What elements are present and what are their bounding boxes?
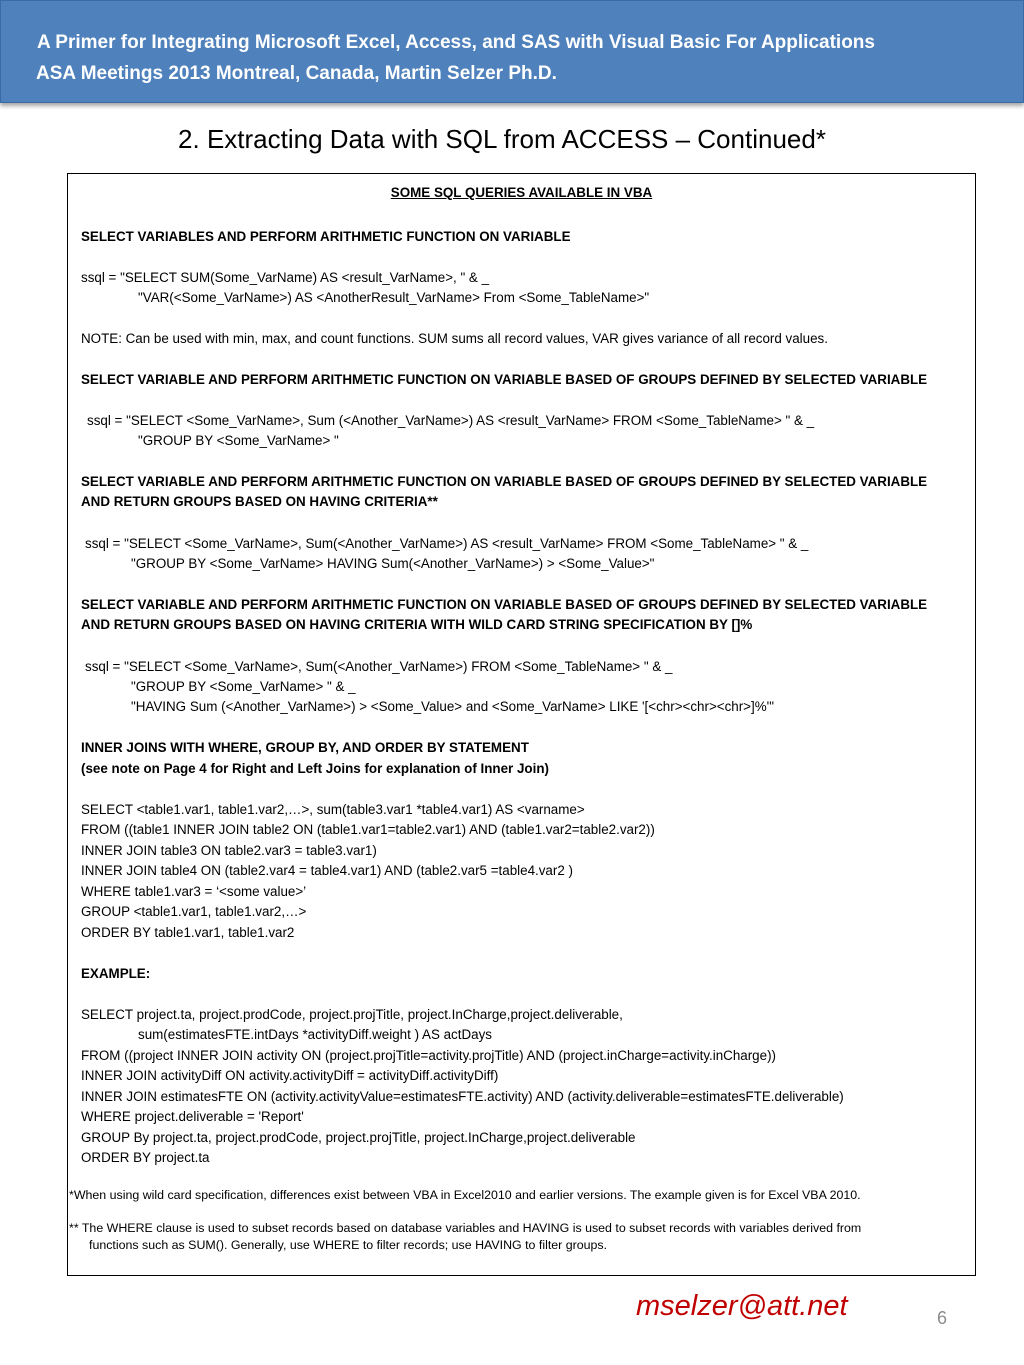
section-title: AND RETURN GROUPS BASED ON HAVING CRITERIA**	[81, 494, 438, 509]
code-line: WHERE project.deliverable = 'Report'	[81, 1109, 304, 1124]
code-line: "GROUP BY <Some_VarName> "	[138, 433, 339, 448]
section-title: AND RETURN GROUPS BASED ON HAVING CRITERIA WITH WILD CARD STRING SPECIFICATION BY []%	[81, 617, 753, 632]
code-line: SELECT project.ta, project.prodCode, project.projTitle, project.InCharge,project.deliverable,	[81, 1007, 623, 1022]
code-line: WHERE table1.var3 = ‘<some value>’	[81, 884, 307, 899]
code-line: INNER JOIN activityDiff ON activity.activityDiff = activityDiff.activityDiff)	[81, 1068, 499, 1083]
section-title: SELECT VARIABLE AND PERFORM ARITHMETIC FUNCTION ON VARIABLE BASED OF GROUPS DEFINED BY SELECTED VARIABLE	[81, 474, 928, 489]
code-line: INNER JOIN table3 ON table2.var3 = table3.var1)	[81, 843, 377, 858]
code-line: "GROUP BY <Some_VarName> HAVING Sum(<Another_VarName>) > <Some_Value>"	[131, 556, 655, 571]
code-line: SELECT <table1.var1, table1.var2,…>, sum(table3.var1 *table4.var1) AS <varname>	[81, 802, 585, 817]
box-heading: SOME SQL QUERIES AVAILABLE IN VBA	[390, 185, 653, 200]
code-line: GROUP <table1.var1, table1.var2,…>	[81, 904, 307, 919]
example-title: EXAMPLE:	[81, 966, 151, 981]
code-line: FROM ((project INNER JOIN activity ON (project.projTitle=activity.projTitle) AND (project.inCharge=activity.inCharge))	[81, 1048, 776, 1063]
code-line: FROM ((table1 INNER JOIN table2 ON (table1.var1=table2.var1) AND (table1.var2=table2.var2))	[81, 822, 655, 837]
code-line: INNER JOIN table4 ON (table2.var4 = table4.var1) AND (table2.var5 =table4.var2 )	[81, 863, 573, 878]
code-line: ssql = "SELECT <Some_VarName>, Sum(<Another_VarName>) AS <result_VarName> FROM <Some_TableName> " & _	[85, 536, 809, 551]
code-line: ORDER BY table1.var1, table1.var2	[81, 925, 295, 940]
presentation-subtitle: ASA Meetings 2013 Montreal, Canada, Martin Selzer Ph.D.	[36, 63, 557, 84]
code-line: "HAVING Sum (<Another_VarName>) > <Some_Value> and <Some_VarName> LIKE '[<chr><chr><chr>]%'"	[131, 699, 774, 714]
author-email: mselzer@att.net	[636, 1290, 848, 1322]
section-title: SELECT VARIABLE AND PERFORM ARITHMETIC FUNCTION ON VARIABLE BASED OF GROUPS DEFINED BY SELECTED VARIABLE	[81, 597, 928, 612]
code-line: ssql = "SELECT <Some_VarName>, Sum(<Another_VarName>) FROM <Some_TableName> " & _	[85, 659, 673, 674]
section-title: INNER JOINS WITH WHERE, GROUP BY, AND ORDER BY STATEMENT	[81, 740, 529, 755]
presentation-title: A Primer for Integrating Microsoft Excel, Access, and SAS with Visual Basic For Applications	[37, 32, 875, 53]
code-line: ssql = "SELECT <Some_VarName>, Sum (<Another_VarName>) AS <result_VarName> FROM <Some_TableName> " & _	[87, 413, 815, 428]
page-number: 6	[937, 1308, 948, 1328]
footnote-wildcard: *When using wild card specification, differences exist between VBA in Excel2010 and earlier versions. The example given is for Excel VBA 2010.	[69, 1188, 861, 1202]
code-line: INNER JOIN estimatesFTE ON (activity.activityValue=estimatesFTE.activity) AND (activity.deliverable=estimatesFTE.deliverable)	[81, 1089, 844, 1104]
code-line: GROUP By project.ta, project.prodCode, project.projTitle, project.InCharge,project.deliverable	[81, 1130, 636, 1145]
code-line: ssql = "SELECT SUM(Some_VarName) AS <result_VarName>, " & _	[81, 270, 490, 285]
footnote-where-having: ** The WHERE clause is used to subset records based on database variables and HAVING is used to subset records with variables derived from	[69, 1221, 862, 1235]
section-title: SELECT VARIABLE AND PERFORM ARITHMETIC FUNCTION ON VARIABLE BASED OF GROUPS DEFINED BY SELECTED VARIABLE	[81, 372, 928, 387]
section-subtitle: (see note on Page 4 for Right and Left Joins for explanation of Inner Join)	[81, 761, 549, 776]
code-line: ORDER BY project.ta	[81, 1150, 210, 1165]
code-line: "VAR(<Some_VarName>) AS <AnotherResult_VarName> From <Some_TableName>"	[138, 290, 650, 305]
code-line: sum(estimatesFTE.intDays *activityDiff.weight ) AS actDays	[138, 1027, 492, 1042]
sql-content-box	[67, 173, 976, 1276]
note-text: NOTE: Can be used with min, max, and count functions. SUM sums all record values, VAR gives variance of all record values.	[81, 331, 828, 346]
section-title: SELECT VARIABLES AND PERFORM ARITHMETIC FUNCTION ON VARIABLE	[81, 229, 571, 244]
footnote-where-having-cont: functions such as SUM(). Generally, use WHERE to filter records; use HAVING to filter groups.	[89, 1238, 608, 1252]
code-line: "GROUP BY <Some_VarName> " & _	[131, 679, 356, 694]
slide-title: 2. Extracting Data with SQL from ACCESS – Continued*	[178, 124, 826, 154]
header-banner	[0, 0, 1024, 103]
